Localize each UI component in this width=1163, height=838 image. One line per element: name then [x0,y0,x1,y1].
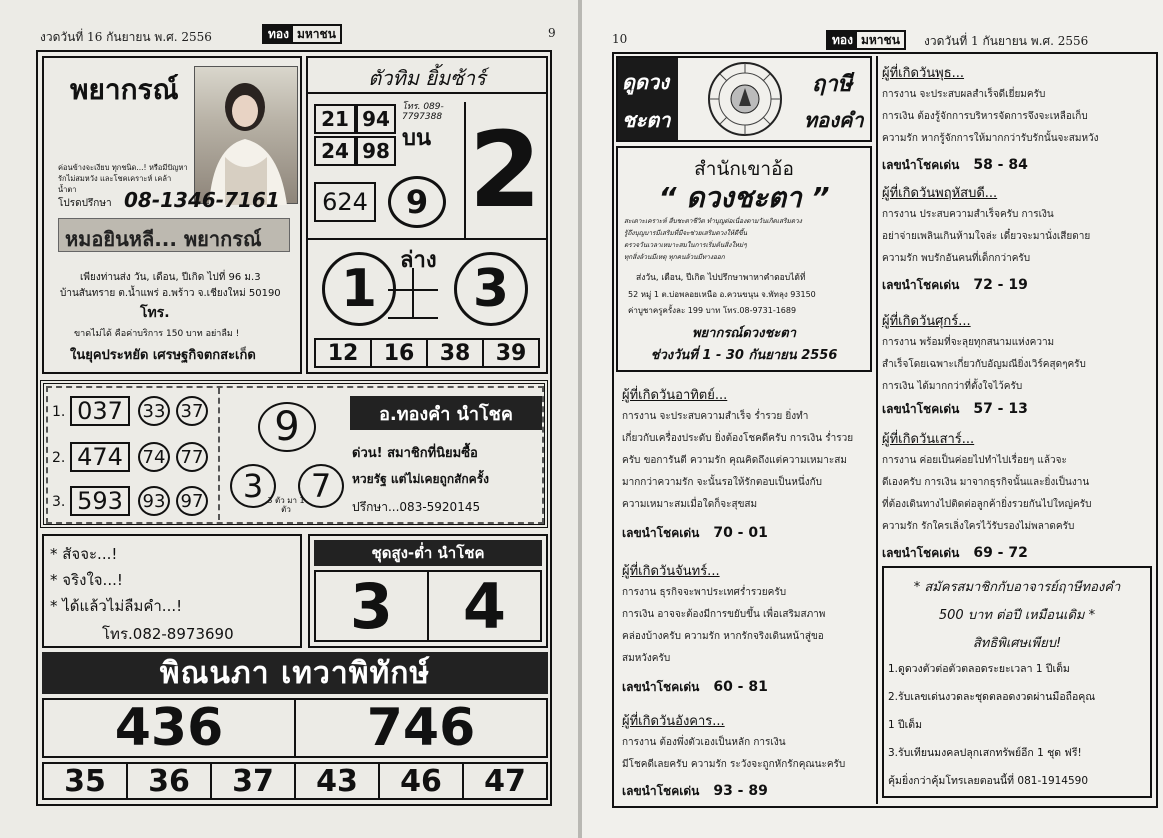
row-main-number: 037 [70,396,130,426]
logo-left-bottom: ชะตา [622,108,671,132]
office-bullet: ทุกสิ่งล้วนมีเหตุ ทุกคนล้วนมีทางออก [624,253,725,261]
number-cell: 16 [372,340,428,366]
top-panel-bottom-row [314,338,540,368]
big-upper-box [464,102,544,238]
bottom-banner: พิณนภา เทวาพิทักษ์ [42,652,548,694]
forecaster-title: พยากรณ์ [70,73,179,106]
lucky-number-line [882,544,1028,563]
right-page [582,0,1163,838]
lottery-top-panel [306,56,548,374]
left-header-date: งวดวันที่ 16 กันยายน พ.ศ. 2556 [40,30,212,44]
bottom-number-cell: 43 [296,764,380,798]
horoscope-line: การงาน พร้อมที่จะลุยทุกสนามแห่งความ [882,337,1055,348]
number-cell: 39 [495,340,527,366]
logo-box [616,56,872,142]
three-digit-box: 624 [314,182,376,222]
row-circle-number: 37 [176,396,208,426]
note-tel: โทร.082-8973690 [102,625,234,643]
mid-banner: อ.ทองคำ นำโชค [350,396,542,430]
right-header-date: งวดวันที่ 1 กันยายน พ.ศ. 2556 [924,34,1089,48]
office-bullet: สะเดาะเคราะห์ สืบชะตาชีวิต ทำบุญต่อเนื่องตามวันเกิดเสริมดวง [624,217,802,225]
lottery-top-title: ตัวทิม ยิ้มซ้าร์ [368,66,486,90]
row-main-number: 593 [70,486,130,516]
bottom-number-cell: 46 [380,764,464,798]
forecaster-slogan: ในยุคประหยัด เศรษฐกิจตกสะเก็ด [70,348,256,363]
forecaster-caption: ค่อนข้างจะเงียบ ทุกชนิด...! หรือมีปัญหารักไม่สมหวัง และโชคเคราะห์ เคล้าน้ำตา [58,163,188,194]
bottom-number-cell: 47 [484,763,526,799]
office-footer-2: ช่วงวันที่ 1 - 30 กันยายน 2556 [650,348,838,363]
bottom-small-row [42,762,548,800]
row-circle-number: 74 [138,442,170,472]
row-circle-number: 33 [138,396,170,426]
woman-portrait-icon [195,67,299,205]
lower-right-circle: 3 [454,252,528,326]
member-line-3: สิทธิพิเศษเพียบ! [972,636,1062,651]
big-upper-digit: 2 [468,109,542,231]
logo-right-bottom: ทองคำ [804,108,864,132]
lucky-label: เลขนำโชคเด่น [882,402,960,416]
office-fee: ค่าบูชาครูครั้งละ 199 บาท โทร.08-9731-1689 [628,306,797,315]
lucky-number-line [622,782,768,801]
horoscope-line: การเงิน ได้มากกว่าที่ตั้งใจไว้ครับ [882,381,1023,392]
pair-cell: 98 [356,136,396,166]
dharma-seal-icon [684,60,806,138]
lucky-number: 69 - 72 [973,545,1028,561]
horoscope-line: มีโชคดีเลยครับ ความรัก ระวังจะถูกหักรักคุณนะครับ [622,759,846,770]
member-item: 1.ดูดวงตัวต่อตัวตลอดระยะเวลา 1 ปีเต็ม [888,663,1070,675]
hilo-title: ชุดสูง-ต่ำ นำโชค [314,540,542,566]
member-item: คุ้มยิ่งกว่าคุ้มโทรเลยตอนนี้ที่ 081-1914590 [888,775,1089,787]
bottom-big-row [42,698,548,758]
lucky-number: 57 - 13 [973,401,1028,417]
horoscope-line: อย่าจ่ายเพลินเกินห้ามใจล่ะ เดี๋ยวจะมานั่งเสียดาย [882,231,1091,242]
horoscope-line: สำเร็จโดยเฉพาะเกี่ยวกับอัญมณียิ่งเวิร์คสุดๆครับ [882,359,1086,370]
forecaster-phone-label: โปรดปรึกษา [58,198,112,209]
left-page-number: 9 [548,26,556,40]
left-page [0,0,578,838]
pair-cell: 94 [356,104,396,134]
brand-part-b: มหาชน [296,27,336,41]
forecaster-name: หมอยินหลี... พยากรณ์ [65,227,262,251]
horoscope-line: เกี่ยวกับเครื่องประดับ ยิ่งต้องโชคดีครับ การเงิน ร่ำรวย [622,433,854,444]
right-page-number: 10 [612,32,628,46]
row-circle-number: 77 [176,442,208,472]
office-send: ส่งวัน, เดือน, ปีเกิด ไปปรึกษาพาหาคำตอบได้ที่ [636,273,806,283]
horoscope-line: การงาน จะประสบผลสำเร็จดีเยี่ยมครับ [882,89,1046,100]
horoscope-line: การงาน ต้องพึ่งตัวเองเป็นหลัก การเงิน [622,737,786,748]
forecaster-note: ขาดไม่ได้ คือค่าบริการ 150 บาท อย่าลืม ! [74,329,240,339]
horoscope-line: ที่ต้องเดินทางไปติดต่อลูกค้ายิ่งรวยกันไปใหญ่ครับ [882,499,1092,510]
membership-box [882,566,1152,798]
right-brand-logo [826,30,906,50]
office-box [616,146,872,372]
lucky-number: 70 - 01 [713,525,768,541]
lower-left-circle: 1 [322,252,396,326]
lucky-number-line [622,678,768,697]
office-bullet: รู้ถึงบุญบารมีเสริมที่มีจะช่วยเสริมดวงให้ดีขึ้น [624,229,748,237]
bottom-number-cell: 35 [44,764,128,798]
note-line-1: * สัจจะ...! [50,545,118,563]
forecaster-phone: 08-1346-7161 [124,188,280,212]
row-main-number: 474 [70,442,130,472]
pair-cell: 24 [314,136,356,166]
lucky-number: 60 - 81 [713,679,768,695]
horoscope-line: ครับ ขอการันตี ความรัก คุณคิดถึงแต่ความเหมาะสม [622,455,847,466]
forecaster-tel-label: โทร. [140,305,170,321]
logo-left-block [618,58,678,140]
row-index: 1. [52,404,66,420]
row-circle-number: 93 [138,486,170,516]
lucky-label: เลขนำโชคเด่น [622,680,700,694]
horoscope-line: สมหวังครับ [622,653,671,664]
top-panel-small-tel: โทร. 089-7797388 [402,102,444,122]
horoscope-line: มากกว่าความรัก จะนั้นรอให้รักตอบเป็นหนึ่งกับ [622,477,823,488]
notes-box [42,534,302,648]
column-divider [876,56,878,804]
horoscope-line: ดีเองครับ การเงิน มาจากธุรกิจนั้นและยิ่งเป็นงาน [882,477,1090,488]
forecaster-address-2: บ้านสันทราย ต.น้ำแพร่ อ.พร้าว จ.เชียงใหม่ 50190 [60,288,281,299]
brand-part-a: ทอง [264,26,293,42]
upper-circle-number: 9 [388,176,446,228]
mid-line-3: ปรึกษา...083-5920145 [352,500,481,514]
pair-cell: 21 [314,104,356,134]
horoscope-heading: ผู้ที่เกิดวันเสาร์... [882,432,975,447]
left-brand-logo [262,24,342,44]
lucky-label: เลขนำโชคเด่น [882,278,960,292]
mid-divider [218,388,220,520]
horoscope-line: การงาน ค่อยเป็นค่อยไปทำไปเรื่อยๆ แล้วจะ [882,455,1067,466]
horoscope-line: การงาน ธุรกิจจะพาประเทศร่ำรวยครับ [622,587,787,598]
mid-circle-right: 7 [298,464,344,508]
mid-tiny-note: 3 ตัว มา 1 ตัว [267,496,305,514]
lucky-label: เลขนำโชคเด่น [882,546,960,560]
lucky-number-line [882,276,1028,295]
row-index: 2. [52,450,66,466]
office-bullet: ตรวจวันเวลาเหมาะสมในการเริ่มต้นสิ่งใหม่ๆ [624,241,747,249]
horoscope-line: ความเหมาะสมเมื่อใดก็จะสุขสม [622,499,758,510]
bottom-number-right: 746 [366,698,476,758]
bottom-number-cell: 36 [128,764,212,798]
bottom-number-left: 436 [44,700,296,756]
horoscope-heading: ผู้ที่เกิดวันอาทิตย์... [622,388,728,403]
mid-line-2: หวยรัฐ แต่ไม่เคยถูกสักครั้ง [352,472,490,486]
member-item: 1 ปีเต็ม [888,719,923,731]
brand-part-b: มหาชน [860,33,900,47]
horoscope-line: คล่องบ้างครับ ความรัก หากรักจริงเดินหน้าสู่ขอ [622,631,824,642]
horoscope-line: ความรัก รักใครเลิ่งใครไว้รับรองไม่พลาดครับ [882,521,1075,532]
lucky-number-line [622,524,768,543]
upper-label: บน [402,126,432,151]
lucky-number: 93 - 89 [713,783,768,799]
member-item: 2.รับเลขเด่นงวดละชุดตลอดงวดผ่านมือถือคุณ [888,691,1096,703]
lucky-label: เลขนำโชคเด่น [882,158,960,172]
bottom-number-cell: 37 [212,764,296,798]
lower-label: ล่าง [400,248,437,273]
horoscope-line: ความรัก หากรู้จักการให้มากกว่ารับรักนั้นจะสมหวัง [882,133,1099,144]
horoscope-heading: ผู้ที่เกิดวันจันทร์... [622,564,720,579]
horoscope-heading: ผู้ที่เกิดวันพฤหัสบดี... [882,186,998,201]
lucky-label: เลขนำโชคเด่น [622,526,700,540]
lucky-label: เลขนำโชคเด่น [622,784,700,798]
hilo-right-digit: 4 [462,569,507,643]
horoscope-heading: ผู้ที่เกิดวันอังคาร... [622,714,725,729]
row-index: 3. [52,494,66,510]
mid-panel [40,380,548,528]
forecaster-address-1: เพียงท่านส่ง วัน, เดือน, ปีเกิด ไปที่ 96 ม.3 [80,272,261,283]
office-footer-1: พยากรณ์ดวงชะตา [691,326,797,341]
number-cell: 12 [316,340,372,366]
horoscope-right-column [882,58,1152,561]
note-line-3: * ได้แล้วไม่ลืมคำ...! [50,597,183,615]
lucky-number: 58 - 84 [973,157,1028,173]
horoscope-line: การงาน ประสบความสำเร็จครับ การเงิน [882,209,1054,220]
office-address: 52 หมู่ 1 ต.บ่อพลอยเหนือ อ.ควนขนุน จ.พัทลุง 93150 [628,290,816,299]
hilo-left-digit: 3 [316,572,429,640]
office-quote: “ ดวงชะตา ” [658,181,830,214]
number-cell: 38 [428,340,484,366]
office-title: สำนักเขาอ้อ [694,158,794,180]
mid-circle-left: 3 [230,464,276,508]
mid-line-1: ด่วน! สมาชิกที่นิยมซื้อ [352,446,478,461]
hilo-box [308,534,548,648]
hilo-row [314,570,542,642]
lucky-number: 72 - 19 [973,277,1028,293]
lottery-top-title-bar [308,58,546,94]
forecaster-name-banner [58,218,290,252]
logo-left-top: ดูดวง [622,70,669,94]
horoscope-left-column [622,378,872,804]
lucky-number-line [882,400,1028,419]
horoscope-line: การเงิน อาจจะต้องมีการขยับขึ้น เพื่อเสริมสภาพ [622,609,826,620]
row-circle-number: 97 [176,486,208,516]
forecaster-box [42,56,302,374]
member-line-1: * สมัครสมาชิกกับอาจารย์ฤาษีทองคำ [913,580,1121,595]
brand-part-a: ทอง [828,32,857,48]
lucky-number-line [882,156,1028,175]
horoscope-heading: ผู้ที่เกิดวันศุกร์... [882,314,971,329]
horoscope-line: การเงิน ต้องรู้จักการบริหารจัดการจึงจะเหลือเก็บ [882,111,1088,122]
forecaster-photo [194,66,298,204]
member-item: 3.รับเทียนมงคลปลุกเสกทรัพย์อีก 1 ชุด ฟรี! [888,747,1082,759]
horoscope-heading: ผู้ที่เกิดวันพุธ... [882,66,965,81]
horoscope-line: การงาน จะประสบความสำเร็จ ร่ำรวย ยิ่งทำ [622,411,809,422]
logo-right-top: ฤาษี [812,72,853,97]
member-line-2: 500 บาท ต่อปี เหมือนเดิม * [938,608,1096,623]
horoscope-line: ความรัก พบรักอันคนที่เด็กกว่าครับ [882,253,1031,264]
mid-circle-top: 9 [258,402,316,452]
note-line-2: * จริงใจ...! [50,571,123,589]
